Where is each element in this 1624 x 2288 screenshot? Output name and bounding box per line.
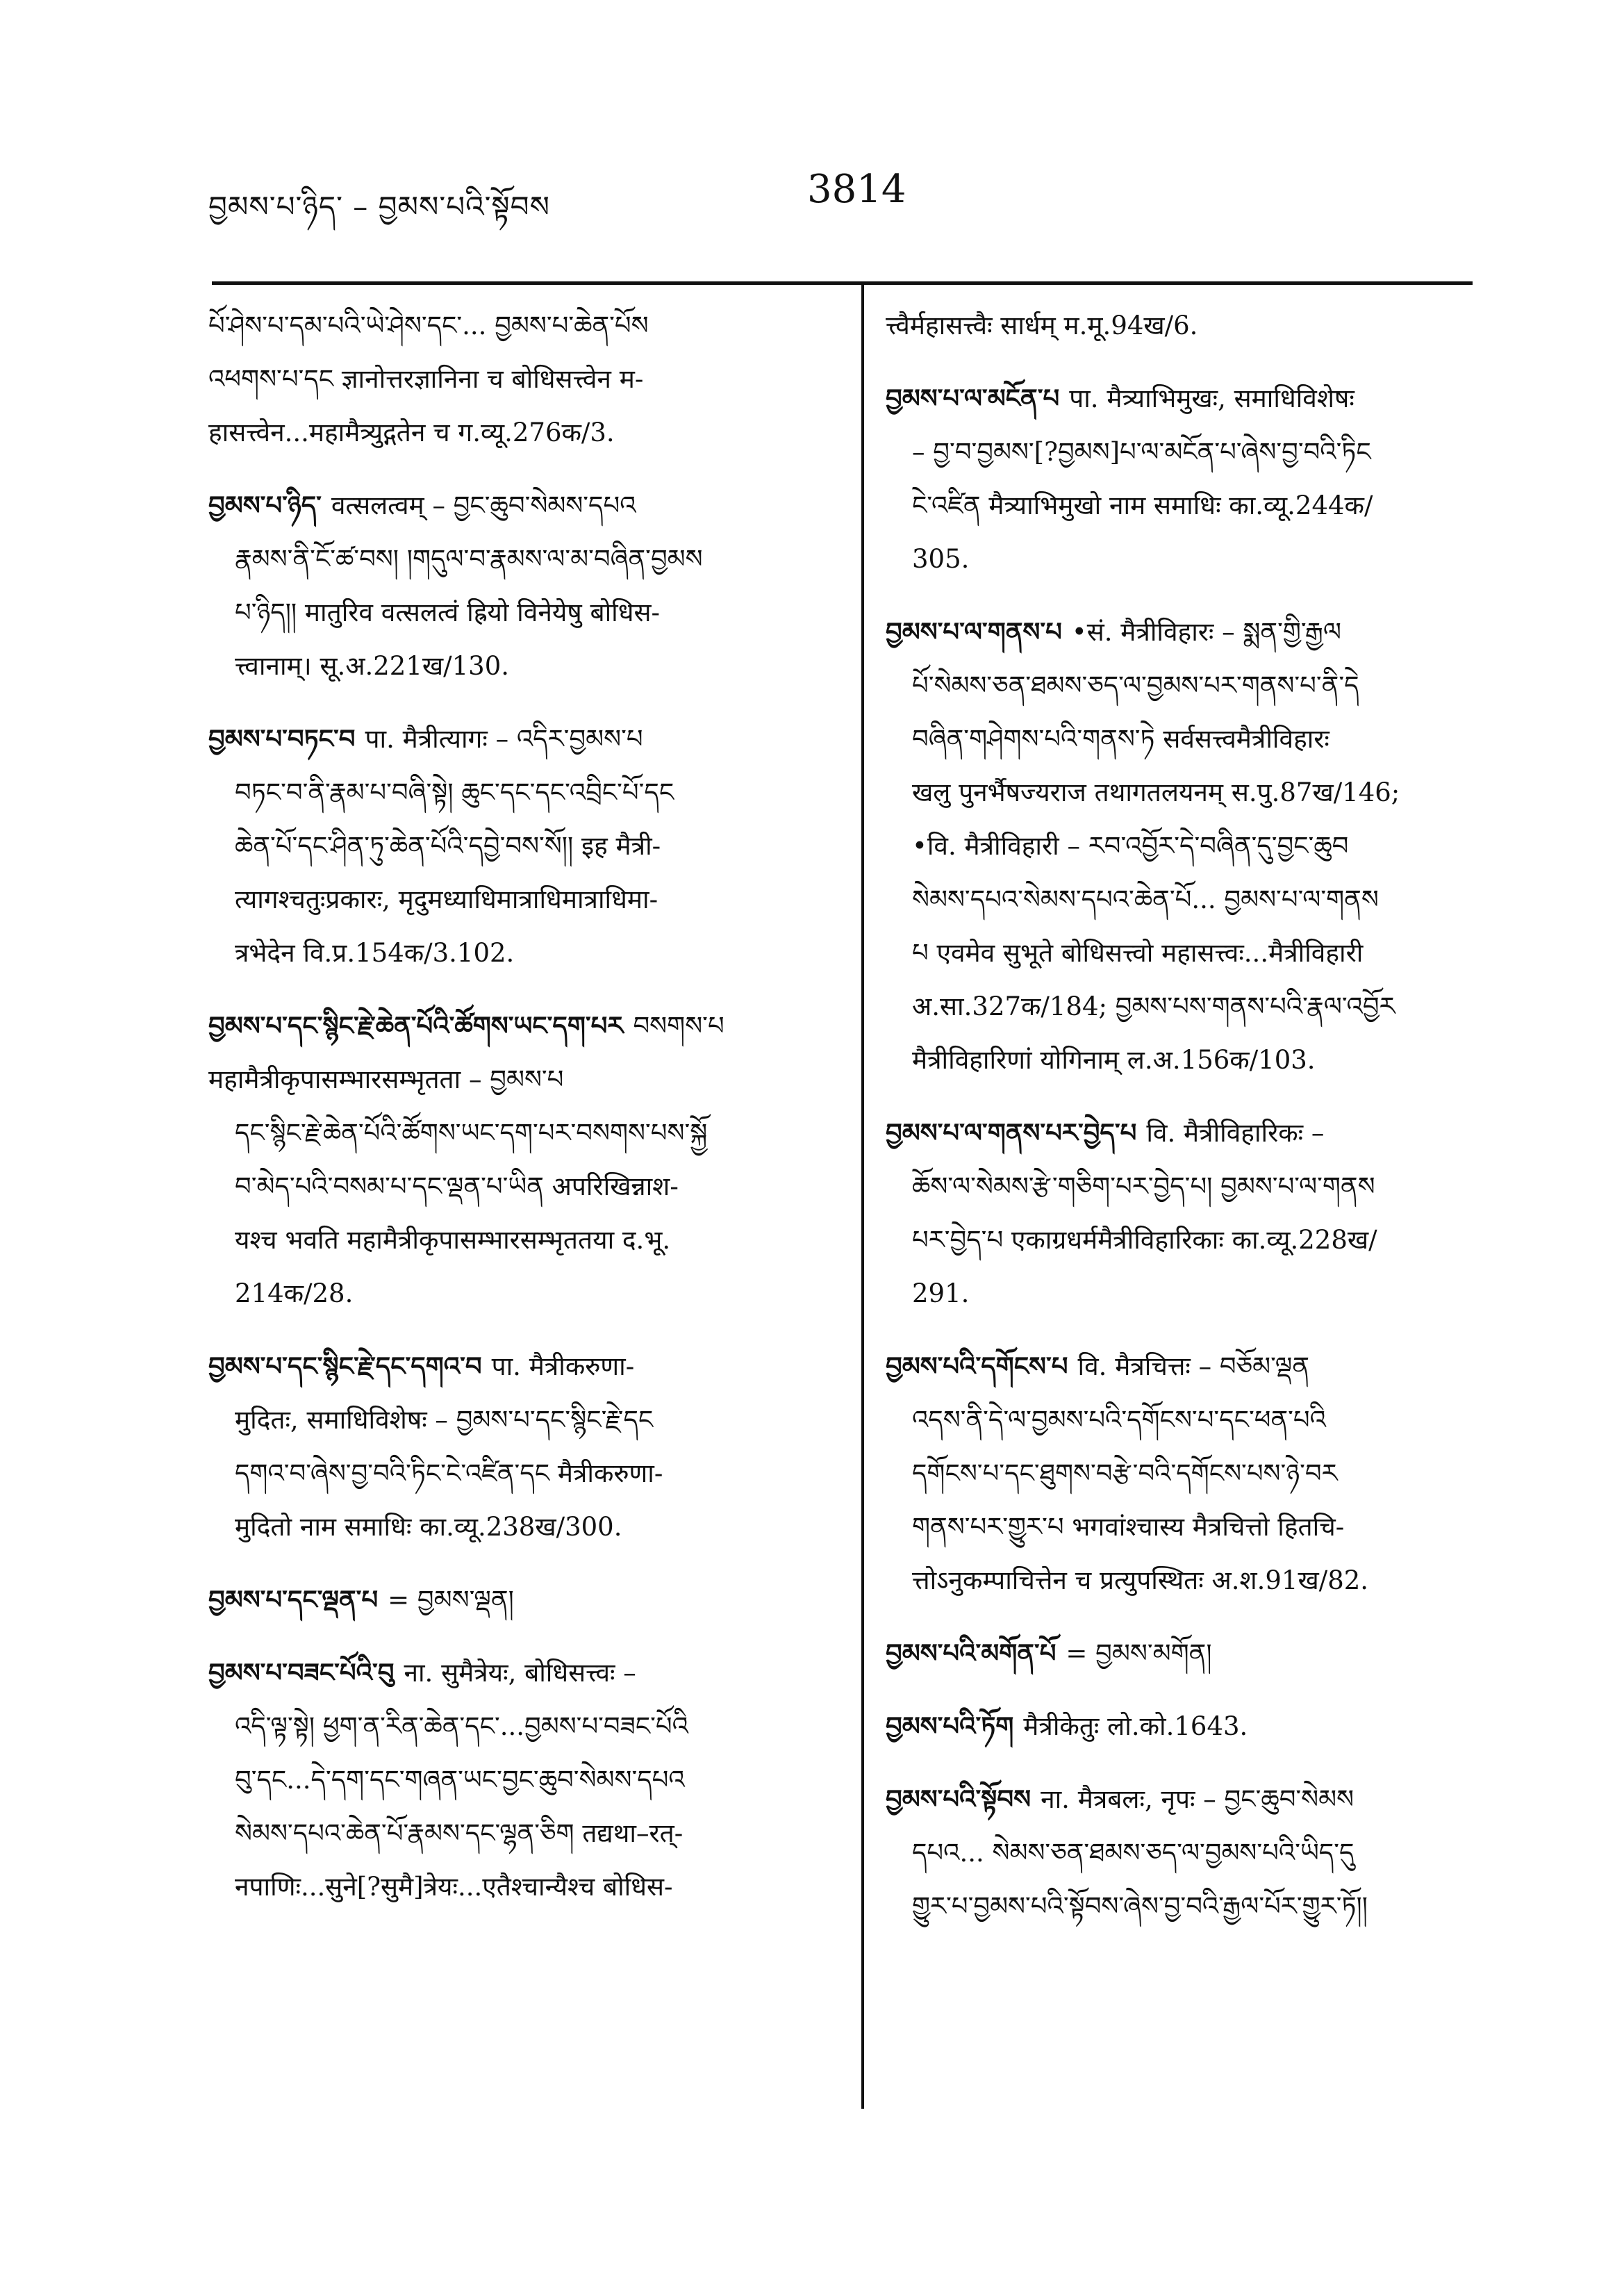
right-column [886, 299, 1483, 1952]
entry-headword: བྱམས་པ་དང་ལྡན་པ [208, 1584, 379, 1615]
dictionary-entry [208, 1340, 820, 1554]
entry-headword: བྱམས་པ་བཏང་བ [208, 723, 356, 754]
entry-text-line: त्रभेदेन वि.प्र.154क/3.102. [235, 938, 515, 968]
column-divider [861, 281, 864, 2109]
entry-text-line: पा. मैत्रीकरुणा- [491, 1351, 635, 1381]
entry-text-line: मैत्रीकेतुः लो.को.1643. [1023, 1711, 1248, 1741]
entry-text-line: ཆོས་ལ་སེམས་རྩེ་གཅིག་པར་བྱེད་པ། བྱམས་པ་ལ་གནས [912, 1171, 1375, 1201]
entry-text-line: अ.सा.327क/184; བྱམས་པས་གནས་པའི་རྣལ་འབྱོར [912, 991, 1395, 1021]
entry-text-line: वि. मैत्रचित्तः – བཅོམ་ལྡན [1077, 1351, 1310, 1381]
dictionary-entry [208, 1646, 820, 1913]
entry-text-line: •सं. मैत्रीविहारः – སྨན་གྱི་རྒྱལ [1071, 617, 1341, 647]
entry-text-line: པ་ཉིད།། मातुरिव वत्सलत्वं ह्रियो विनेयेषु बोधिस- [235, 598, 661, 627]
entry-headword: བྱམས་པའི་མགོན་པོ [886, 1638, 1057, 1668]
dictionary-entry [886, 605, 1483, 1087]
entry-headword: བྱམས་པ་ལ་མངོན་པ [886, 383, 1060, 413]
entry-text-line: བཞིན་གཤེགས་པའི་གནས་ཏེ सर्वसत्त्वमैत्रीविहारः [912, 724, 1329, 754]
entry-text-line: བུ་དང...དེ་དག་དང་གཞན་ཡང་བྱང་ཆུབ་སེམས་དཔའ [235, 1765, 685, 1795]
entry-text-line: मुदितो नाम समाधिः का.व्यू.238ख/300. [235, 1512, 622, 1542]
entry-text-line: मुदितः, समाधिविशेषः – བྱམས་པ་དང་སྙིང་རྗེ་དང [235, 1405, 654, 1435]
entry-text-line: སེམས་དཔའ་སེམས་དཔའ་ཆེན་པོ... བྱམས་པ་ལ་གནས [912, 884, 1379, 914]
entry-text-line: त्यागश्चतुःप्रकारः, मृदुमध्याधिमात्राधिमात्राधिमा- [235, 884, 658, 914]
entry-text-line: नपाणिः...सुने[?सुमै]त्रेयः...एतैश्चान्यैश्च बोधिस- [235, 1872, 673, 1902]
entry-text-line: དགའ་བ་ཞེས་བྱ་བའི་ཏིང་ངེ་འཛིན་དང मैत्रीकरुणा- [235, 1458, 663, 1488]
entry-headword: བྱམས་པ་བཟང་པོའི་བུ [208, 1657, 395, 1688]
entry-text-line: खलु पुनर्भैषज्यराज तथागतलयनम् स.पु.87ख/146; [912, 777, 1400, 807]
page-header [208, 167, 1459, 236]
entry-headword: བྱམས་པ་ལ་གནས་པ [886, 616, 1062, 647]
entry-text-line: 214क/28. [235, 1278, 354, 1308]
entry-continuation [208, 299, 820, 459]
dictionary-entry [886, 1699, 1483, 1753]
entry-text-line: = བྱམས་ལྡན། [388, 1585, 514, 1615]
entry-text-line: དང་སྙིང་རྗེ་ཆེན་པོའི་ཚོགས་ཡང་དག་པར་བསགས་པས་སྐྱོ [235, 1118, 708, 1148]
entry-text-line: ཆེན་པོ་དང་ཤིན་ཏུ་ཆེན་པོའི་དབྱེ་བས་སོ།། इह मैत्री- [235, 831, 661, 861]
entry-text-line: བཏང་བ་ནི་རྣམ་པ་བཞི་སྟེ། ཆུང་དང་དང་འབྲིང་པོ་དང [235, 777, 674, 807]
entry-text-line: हासत्त्वेन...महामैत्र्युद्गतेन च ग.व्यू.276क/3. [208, 418, 615, 447]
header-rule [212, 281, 1473, 285]
entry-continuation [886, 299, 1483, 352]
entry-text-line: यश्च भवति महामैत्रीकृपासम्भारसम्भृततया द.भू. [235, 1225, 671, 1255]
dictionary-entry [886, 1772, 1483, 1933]
dictionary-entry [886, 1340, 1483, 1607]
entry-headword: བྱམས་པ་ལ་གནས་པར་བྱེད་པ [886, 1117, 1137, 1148]
entry-headword: བྱམས་པའི་ཏོག [886, 1711, 1014, 1741]
entry-text-line: त्तोऽनुकम्पाचित्तेन च प्रत्युपस्थितः अ.श.91ख/82. [912, 1565, 1369, 1595]
dictionary-entry [208, 999, 820, 1320]
entry-text-line: वत्सलत्वम् – བྱང་ཆུབ་སེམས་དཔའ [331, 491, 636, 520]
dictionary-entry [886, 372, 1483, 586]
left-column [208, 299, 820, 1933]
entry-text-line: རྣམས་ནི་ངོ་ཚ་བས། །གདུལ་བ་རྣམས་ལ་མ་བཞིན་བྱམས [235, 544, 703, 574]
entry-text-line: འདི་ལྟ་སྟེ། ཕྱག་ན་རིན་ཆེན་དང་...བྱམས་པ་བཟང་པོའི [235, 1711, 688, 1741]
page-number: 3814 [807, 167, 906, 212]
entry-text-line: ना. मैत्रबलः, नृपः – བྱང་ཆུབ་སེམས [1041, 1784, 1354, 1814]
entry-headword: བྱམས་པའི་སྟོབས [886, 1784, 1031, 1814]
entry-text-line: འདས་ནི་དེ་ལ་བྱམས་པའི་དགོངས་པ་དང་ཕན་པའི [912, 1405, 1326, 1435]
dictionary-entry [886, 1627, 1483, 1680]
entry-headword: བྱམས་པ་དང་སྙིང་རྗེ་ཆེན་པོའི་ཚོགས་ཡང་དག་པར [208, 1010, 624, 1041]
entry-text-line: ངེ་འཛིན मैत्र्याभिमुखो नाम समाधिः का.व्यू.244क/ [912, 491, 1373, 520]
entry-text-line: मैत्रीविहारिणां योगिनाम् ल.अ.156क/103. [912, 1045, 1316, 1075]
entry-text-line: वि. मैत्रीविहारिकः – [1146, 1118, 1325, 1148]
entry-text-line: •वि. मैत्रीविहारी – རབ་འབྱོར་དེ་བཞིན་དུ་བྱང་ཆུབ [912, 831, 1349, 861]
entry-text-line: པོ་སེམས་ཅན་ཐམས་ཅད་ལ་བྱམས་པར་གནས་པ་ནི་དེ [912, 670, 1359, 700]
entry-text-line: पा. मैत्रीत्यागः – འདིར་བྱམས་པ [365, 724, 643, 754]
entry-text-line: पा. मैत्र्याभिमुखः, समाधिविशेषः [1069, 384, 1354, 413]
entry-text-line: བ་མེད་པའི་བསམ་པ་དང་ལྡན་པ་ཡིན अपरिखिन्नाश- [235, 1171, 679, 1201]
entry-text-line: དཔའ... སེམས་ཅན་ཐམས་ཅད་ལ་བྱམས་པའི་ཡིད་དུ [912, 1838, 1354, 1868]
entry-text-line: ना. सुमैत्रेयः, बोधिसत्त्वः – [404, 1658, 636, 1688]
entry-text-line: པར་བྱེད་པ एकाग्रधर्ममैत्रीविहारिकाः का.व्यू.228ख/ [912, 1225, 1377, 1255]
entry-text-line: त्त्वैर्महासत्त्वैः सार्धम् म.मू.94ख/6. [886, 311, 1198, 340]
entry-text-line: སེམས་དཔའ་ཆེན་པོ་རྣམས་དང་ལྷན་ཅིག तद्यथा–रत्- [235, 1818, 683, 1848]
entry-text-line: བསགས་པ महामैत्रीकृपासम्भारसम्भृतता – བྱམས་པ [208, 1011, 724, 1094]
running-head: བྱམས་པ་ཉིད་ – བྱམས་པའི་སྟོབས [208, 190, 550, 224]
entry-text-line: འཕགས་པ་དང ज्ञानोत्तरज्ञानिना च बोधिसत्त्वेन म- [208, 364, 644, 394]
entry-text-line: त्त्वानाम्। सू.अ.221ख/130. [235, 651, 510, 681]
entry-text-line: པོ་ཤེས་པ་དམ་པའི་ཡེ་ཤེས་དང་... བྱམས་པ་ཆེན་པོས [208, 311, 649, 340]
entry-headword: བྱམས་པ་དང་སྙིང་རྗེ་དང་དགའ་བ [208, 1351, 482, 1381]
entry-headword: བྱམས་པ་ཉིད་ [208, 490, 322, 520]
entry-text-line: གྱུར་པ་བྱམས་པའི་སྟོབས་ཞེས་བྱ་བའི་རྒྱལ་པོར་གྱུར་ཏོ།། [912, 1891, 1368, 1921]
dictionary-entry [886, 1106, 1483, 1320]
entry-text-line: – བྱ་བ་བྱམས་[?བྱམས]པ་ལ་མངོན་པ་ཞེས་བྱ་བའི་ཏིང [912, 437, 1371, 467]
dictionary-entry [208, 479, 820, 693]
dictionary-entry [208, 712, 820, 980]
entry-text-line: གནས་པར་གྱུར་པ भगवांश्चास्य मैत्रचित्तो हितचि- [912, 1512, 1345, 1542]
entry-text-line: = བྱམས་མགོན། [1066, 1638, 1212, 1668]
dictionary-entry [208, 1573, 820, 1627]
entry-headword: བྱམས་པའི་དགོངས་པ [886, 1351, 1068, 1381]
entry-text-line: 305. [912, 544, 970, 574]
entry-text-line: པ एवमेव सुभूते बोधिसत्त्वो महासत्त्वः...मैत्रीविहारी [912, 938, 1364, 968]
entry-text-line: 291. [912, 1278, 970, 1308]
entry-text-line: དགོངས་པ་དང་ཐུགས་བརྩེ་བའི་དགོངས་པས་ཉེ་བར [912, 1458, 1338, 1488]
